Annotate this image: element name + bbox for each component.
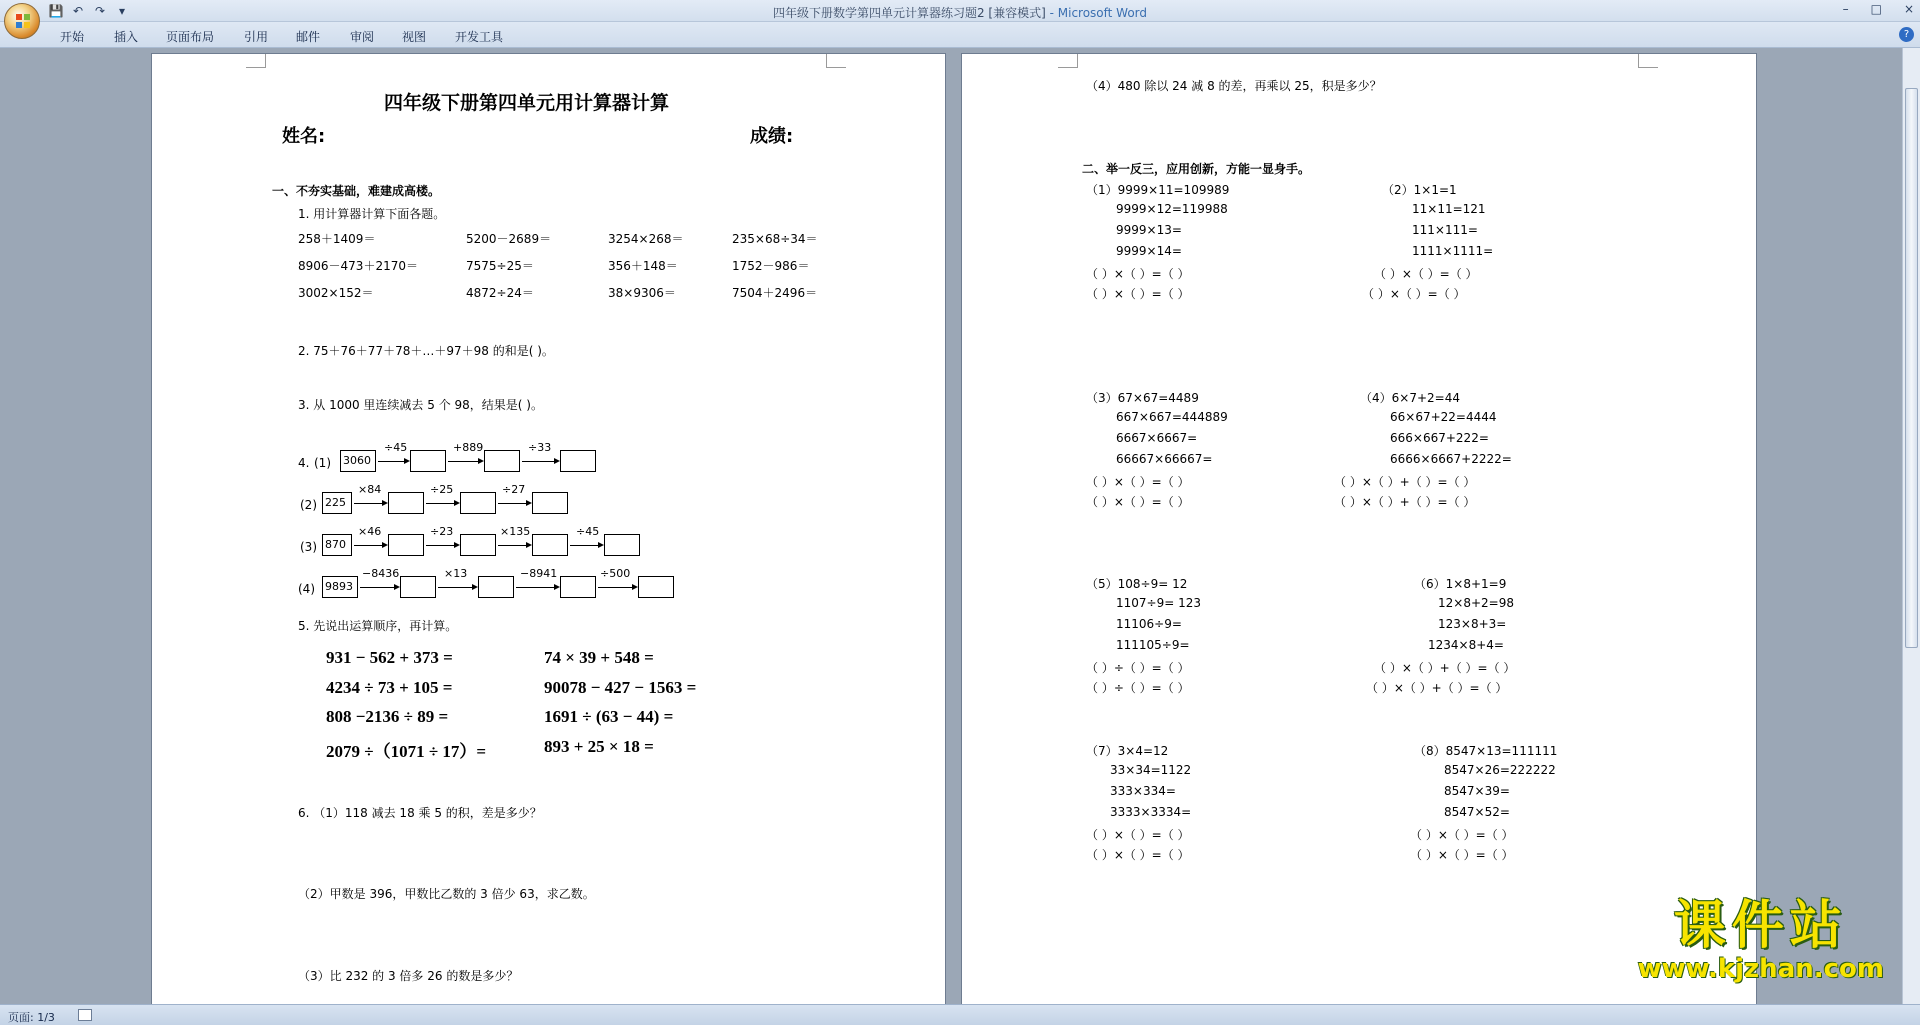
answer-box[interactable] bbox=[400, 576, 436, 598]
arrow bbox=[516, 587, 556, 588]
calc-item: 258＋1409＝ bbox=[298, 232, 376, 246]
operation-label: ÷25 bbox=[430, 483, 454, 496]
question-5: 5. 先说出运算顺序，再计算。 bbox=[298, 619, 458, 633]
calc-item: 5200－2689＝ bbox=[466, 232, 552, 246]
question-3: 3. 从 1000 里连续减去 5 个 98，结果是( )。 bbox=[298, 398, 543, 412]
operation-label: ÷33 bbox=[528, 441, 552, 454]
tab-view[interactable]: 视图 bbox=[402, 30, 427, 44]
document-page-1[interactable] bbox=[152, 54, 945, 1004]
blank-line[interactable]: （ ）×（ ）=（ ） bbox=[1374, 267, 1478, 281]
answer-box[interactable] bbox=[532, 492, 568, 514]
crop-mark bbox=[246, 54, 266, 68]
pattern-line: （5）108÷9= 12 bbox=[1086, 577, 1188, 591]
blank-line[interactable]: （ ）×（ ）=（ ） bbox=[1086, 828, 1190, 842]
answer-box[interactable] bbox=[388, 492, 424, 514]
chain-start-box: 3060 bbox=[340, 450, 376, 472]
title-bar bbox=[0, 0, 1920, 22]
arrow bbox=[426, 545, 456, 546]
tab-page-layout[interactable]: 页面布局 bbox=[166, 30, 215, 44]
calc-item: 3254×268＝ bbox=[608, 232, 684, 246]
blank-line[interactable]: （ ）×（ ）=（ ） bbox=[1086, 495, 1190, 509]
calc-item: 7575÷25＝ bbox=[466, 259, 534, 273]
operation-label: ×46 bbox=[358, 525, 382, 538]
proofing-icon[interactable] bbox=[78, 1009, 92, 1021]
calc-item: 1752－986＝ bbox=[732, 259, 810, 273]
pattern-line: 123×8+3= bbox=[1438, 617, 1507, 631]
chain-start-box: 870 bbox=[322, 534, 352, 556]
ribbon-tab-bar bbox=[0, 22, 1920, 48]
pattern-line: （4）6×7+2=44 bbox=[1360, 391, 1460, 405]
question-2: 2. 75＋76＋77＋78＋…＋97＋98 的和是( )。 bbox=[298, 344, 554, 358]
redo-icon[interactable]: ↷ bbox=[94, 4, 106, 18]
arrow bbox=[438, 587, 474, 588]
question-6-1: 6. （1）118 减去 18 乘 5 的积，差是多少？ bbox=[298, 806, 542, 820]
pattern-line: 11106÷9= bbox=[1116, 617, 1182, 631]
pattern-line: 667×667=444889 bbox=[1116, 410, 1228, 424]
pattern-line: 111×111= bbox=[1412, 223, 1478, 237]
expression: 893 + 25 × 18 = bbox=[544, 737, 654, 756]
pattern-line: 6666×6667+2222= bbox=[1390, 452, 1512, 466]
pattern-line: 1107÷9= 123 bbox=[1116, 596, 1202, 610]
pattern-line: 9999×13= bbox=[1116, 223, 1182, 237]
question-4-label: 4. bbox=[298, 456, 310, 470]
tab-home[interactable]: 开始 bbox=[60, 30, 85, 44]
pattern-line: 12×8+2=98 bbox=[1438, 596, 1514, 610]
chain-start-box: 9893 bbox=[322, 576, 358, 598]
expression: 1691 ÷ (63 − 44) = bbox=[544, 707, 674, 726]
chain-start-box: 225 bbox=[322, 492, 352, 514]
arrow bbox=[522, 461, 556, 462]
office-logo-icon bbox=[15, 13, 31, 29]
scrollbar-thumb[interactable] bbox=[1905, 88, 1918, 648]
expression: 90078 − 427 − 1563 = bbox=[544, 678, 697, 697]
office-button[interactable] bbox=[4, 3, 40, 39]
pattern-line: （2）1×1=1 bbox=[1382, 183, 1457, 197]
answer-box[interactable] bbox=[478, 576, 514, 598]
operation-label: +889 bbox=[453, 441, 484, 454]
pattern-line: （6）1×8+1=9 bbox=[1414, 577, 1507, 591]
calc-item: 38×9306＝ bbox=[608, 286, 676, 300]
tab-review[interactable]: 审阅 bbox=[350, 30, 375, 44]
section-heading: 二、举一反三，应用创新，方能一显身手。 bbox=[1082, 162, 1311, 176]
answer-box[interactable] bbox=[604, 534, 640, 556]
pattern-line: （8）8547×13=111111 bbox=[1414, 744, 1558, 758]
chain-label: (3) bbox=[300, 540, 317, 554]
chain-label: (2) bbox=[300, 498, 317, 512]
expression: 931 − 562 + 373 = bbox=[326, 648, 453, 667]
customize-qat-icon[interactable]: ▾ bbox=[118, 4, 126, 18]
tab-developer[interactable]: 开发工具 bbox=[455, 30, 504, 44]
pattern-line: 33×34=1122 bbox=[1110, 763, 1192, 777]
blank-line[interactable]: （ ）×（ ）=（ ） bbox=[1086, 287, 1190, 301]
answer-box[interactable] bbox=[638, 576, 674, 598]
expression: 4234 ÷ 73 + 105 = bbox=[326, 678, 453, 697]
crop-mark bbox=[1058, 54, 1078, 68]
tab-mailings[interactable]: 邮件 bbox=[296, 30, 321, 44]
chain-label: (1) bbox=[314, 456, 331, 470]
blank-line[interactable]: （ ）×（ ）+（ ）=（ ） bbox=[1334, 475, 1476, 489]
pattern-line: （1）9999×11=109989 bbox=[1086, 183, 1230, 197]
pattern-line: 333×334= bbox=[1110, 784, 1176, 798]
pattern-line: 3333×3334= bbox=[1110, 805, 1192, 819]
window-controls bbox=[1843, 2, 1914, 16]
blank-line[interactable]: （ ）×（ ）+（ ）=（ ） bbox=[1366, 681, 1508, 695]
arrow bbox=[448, 461, 480, 462]
vertical-scrollbar[interactable] bbox=[1902, 48, 1920, 1004]
pattern-line: 66×67+22=4444 bbox=[1390, 410, 1497, 424]
operation-label: ×13 bbox=[444, 567, 468, 580]
pattern-line: 8547×52= bbox=[1444, 805, 1510, 819]
operation-label: −8436 bbox=[362, 567, 400, 580]
expression: 74 × 39 + 548 = bbox=[544, 648, 654, 667]
arrow bbox=[360, 587, 396, 588]
arrow bbox=[498, 545, 528, 546]
arrow bbox=[498, 503, 528, 504]
pattern-line: 111105÷9= bbox=[1116, 638, 1190, 652]
answer-box[interactable] bbox=[560, 576, 596, 598]
operation-label: ÷500 bbox=[600, 567, 631, 580]
pattern-line: 8547×26=222222 bbox=[1444, 763, 1556, 777]
calc-item: 356＋148＝ bbox=[608, 259, 678, 273]
crop-mark bbox=[1638, 54, 1658, 68]
blank-line[interactable]: （ ）÷（ ）=（ ） bbox=[1086, 661, 1190, 675]
answer-box[interactable] bbox=[484, 450, 520, 472]
tab-insert[interactable]: 插入 bbox=[114, 30, 139, 44]
arrow bbox=[378, 461, 406, 462]
close-button[interactable]: × bbox=[1903, 2, 1914, 16]
crop-mark bbox=[826, 54, 846, 68]
operation-label: ÷45 bbox=[384, 441, 408, 454]
document-page-2[interactable] bbox=[962, 54, 1756, 1004]
blank-line[interactable]: （ ）×（ ）=（ ） bbox=[1410, 848, 1514, 862]
blank-line[interactable]: （ ）×（ ）+（ ）=（ ） bbox=[1334, 495, 1476, 509]
pattern-line: 9999×14= bbox=[1116, 244, 1182, 258]
pattern-line: 9999×12=119988 bbox=[1116, 202, 1228, 216]
operation-label: ÷45 bbox=[576, 525, 600, 538]
answer-box[interactable] bbox=[560, 450, 596, 472]
expression: 2079 ÷（1071 ÷ 17）= bbox=[326, 742, 487, 761]
page-indicator[interactable]: 页面: 1/3 bbox=[8, 1011, 55, 1024]
calc-item: 8906－473＋2170＝ bbox=[298, 259, 418, 273]
pattern-line: （3）67×67=4489 bbox=[1086, 391, 1199, 405]
watermark-url: www.kjzhan.com bbox=[1637, 954, 1884, 984]
calc-item: 7504＋2496＝ bbox=[732, 286, 818, 300]
question-6-3: （3）比 232 的 3 倍多 26 的数是多少？ bbox=[298, 969, 519, 983]
window-title bbox=[0, 4, 1920, 21]
calc-item: 235×68÷34＝ bbox=[732, 232, 818, 246]
minimize-button[interactable]: – bbox=[1842, 2, 1849, 16]
arrow bbox=[598, 587, 634, 588]
pattern-line: 66667×66667= bbox=[1116, 452, 1213, 466]
blank-line[interactable]: （ ）×（ ）=（ ） bbox=[1086, 267, 1190, 281]
watermark-title: 课件站 bbox=[1673, 896, 1848, 956]
save-icon[interactable]: 💾 bbox=[48, 4, 64, 18]
app-name: - Microsoft Word bbox=[1049, 6, 1148, 20]
pattern-line: （7）3×4=12 bbox=[1086, 744, 1169, 758]
arrow bbox=[570, 545, 600, 546]
pattern-line: 8547×39= bbox=[1444, 784, 1510, 798]
blank-line[interactable]: （ ）×（ ）=（ ） bbox=[1086, 848, 1190, 862]
tab-references[interactable]: 引用 bbox=[244, 30, 269, 44]
chain-label: (4) bbox=[298, 582, 315, 596]
answer-box[interactable] bbox=[410, 450, 446, 472]
document-title-heading: 四年级下册第四单元用计算器计算 bbox=[384, 92, 670, 114]
score-label: 成绩: bbox=[750, 126, 794, 147]
question-6-2: （2）甲数是 396，甲数比乙数的 3 倍少 63，求乙数。 bbox=[298, 887, 595, 901]
calc-item: 4872÷24＝ bbox=[466, 286, 534, 300]
blank-line[interactable]: （ ）×（ ）=（ ） bbox=[1086, 475, 1190, 489]
answer-box[interactable] bbox=[460, 534, 496, 556]
undo-icon[interactable]: ↶ bbox=[72, 4, 84, 18]
section-heading: 一、不夯实基础，难建成高楼。 bbox=[272, 184, 441, 198]
blank-line[interactable]: （ ）×（ ）+（ ）=（ ） bbox=[1374, 661, 1516, 675]
operation-label: ÷23 bbox=[430, 525, 454, 538]
pattern-line: 666×667+222= bbox=[1390, 431, 1489, 445]
pattern-line: 1111×1111= bbox=[1412, 244, 1494, 258]
maximize-button[interactable]: □ bbox=[1870, 2, 1882, 16]
operation-label: ×84 bbox=[358, 483, 382, 496]
blank-line[interactable]: （ ）÷（ ）=（ ） bbox=[1086, 681, 1190, 695]
blank-line[interactable]: （ ）×（ ）=（ ） bbox=[1410, 828, 1514, 842]
document-title: 四年级下册数学第四单元计算器练习题2 [兼容模式] bbox=[772, 6, 1046, 20]
operation-label: −8941 bbox=[520, 567, 558, 580]
answer-box[interactable] bbox=[388, 534, 424, 556]
name-label: 姓名: bbox=[282, 126, 326, 147]
answer-box[interactable] bbox=[460, 492, 496, 514]
answer-box[interactable] bbox=[532, 534, 568, 556]
question-6-4: （4）480 除以 24 减 8 的差，再乘以 25，积是多少？ bbox=[1086, 79, 1382, 93]
blank-line[interactable]: （ ）×（ ）=（ ） bbox=[1362, 287, 1466, 301]
site-watermark bbox=[1638, 883, 1884, 984]
pattern-line: 11×11=121 bbox=[1412, 202, 1486, 216]
status-bar bbox=[0, 1004, 1920, 1025]
pattern-line: 6667×6667= bbox=[1116, 431, 1198, 445]
question-1: 1. 用计算器计算下面各题。 bbox=[298, 207, 446, 221]
arrow bbox=[354, 503, 384, 504]
expression: 808 −2136 ÷ 89 = bbox=[326, 707, 449, 726]
help-icon[interactable]: ? bbox=[1899, 27, 1914, 42]
operation-label: ÷27 bbox=[502, 483, 526, 496]
operation-label: ×135 bbox=[500, 525, 531, 538]
document-work-area bbox=[0, 48, 1902, 1004]
calc-item: 3002×152＝ bbox=[298, 286, 374, 300]
pattern-line: 1234×8+4= bbox=[1428, 638, 1504, 652]
arrow bbox=[354, 545, 384, 546]
arrow bbox=[426, 503, 456, 504]
